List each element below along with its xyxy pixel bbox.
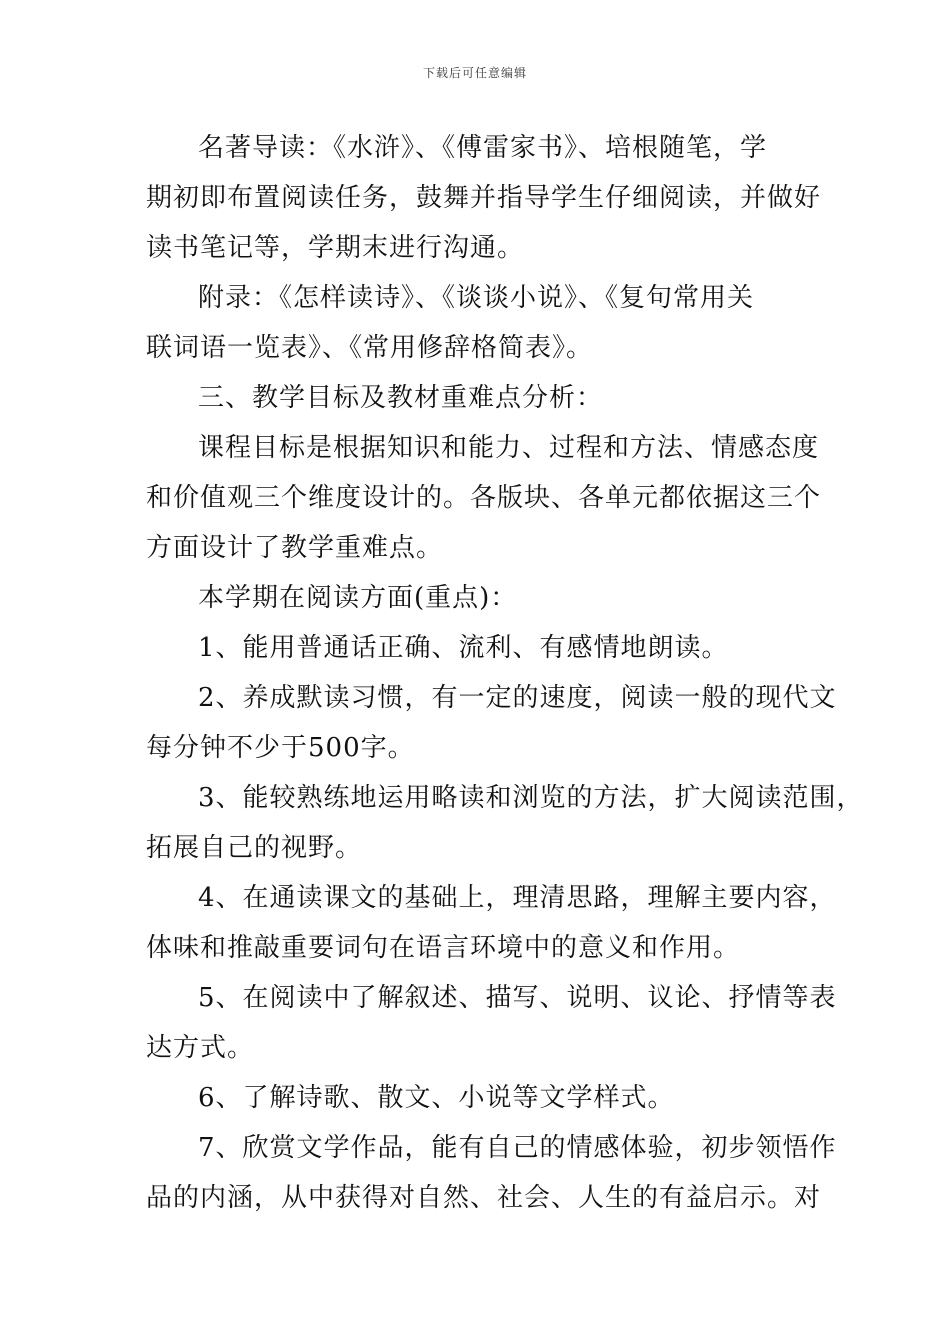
text-line: 本学期在阅读方面(重点)： (198, 583, 518, 613)
text-line: 课程目标是根据知识和能力、过程和方法、情感态度 (198, 433, 820, 463)
list-item-continuation: 体味和推敲重要词句在语言环境中的意义和作用。 (146, 933, 741, 963)
text-line: 和价值观三个维度设计的。各版块、各单元都依据这三个 (146, 483, 822, 513)
text-line: 方面设计了教学重难点。 (146, 533, 444, 563)
list-item-continuation: 达方式。 (146, 1033, 255, 1063)
list-item: 4、在通读课文的基础上，理清思路，理解主要内容， (198, 883, 837, 913)
list-item-continuation: 品的内涵，从中获得对自然、社会、人生的有益启示。对 (146, 1183, 822, 1213)
list-item: 7、欣赏文学作品，能有自己的情感体验，初步领悟作 (198, 1133, 837, 1163)
list-item: 3、能较熟练地运用略读和浏览的方法，扩大阅读范围， (198, 783, 864, 813)
list-item-continuation: 每分钟不少于500字。 (146, 733, 415, 763)
page-header: 下载后可任意编辑 (422, 66, 527, 80)
list-item-continuation: 拓展自己的视野。 (146, 833, 363, 863)
text-line: 附录：《怎样读诗》、《谈谈小说》、《复句常用关 (198, 283, 755, 313)
list-item: 1、能用普通话正确、流利、有感情地朗读。 (198, 633, 729, 663)
text-line: 名著导读：《水浒》、《傅雷家书》、培根随笔，学 (198, 133, 768, 163)
text-line: 读书笔记等，学期末进行沟通。 (146, 233, 525, 263)
list-item: 6、了解诗歌、散文、小说等文学样式。 (198, 1083, 675, 1113)
text-line: 期初即布置阅读任务，鼓舞并指导学生仔细阅读，并做好 (146, 183, 822, 213)
list-item: 5、在阅读中了解叙述、描写、说明、议论、抒情等表 (198, 983, 837, 1013)
list-item: 2、养成默读习惯，有一定的速度，阅读一般的现代文 (198, 683, 837, 713)
section-heading: 三、教学目标及教材重难点分析： (198, 383, 604, 413)
text-line: 联词语一览表》、《常用修辞格简表》。 (146, 333, 594, 363)
